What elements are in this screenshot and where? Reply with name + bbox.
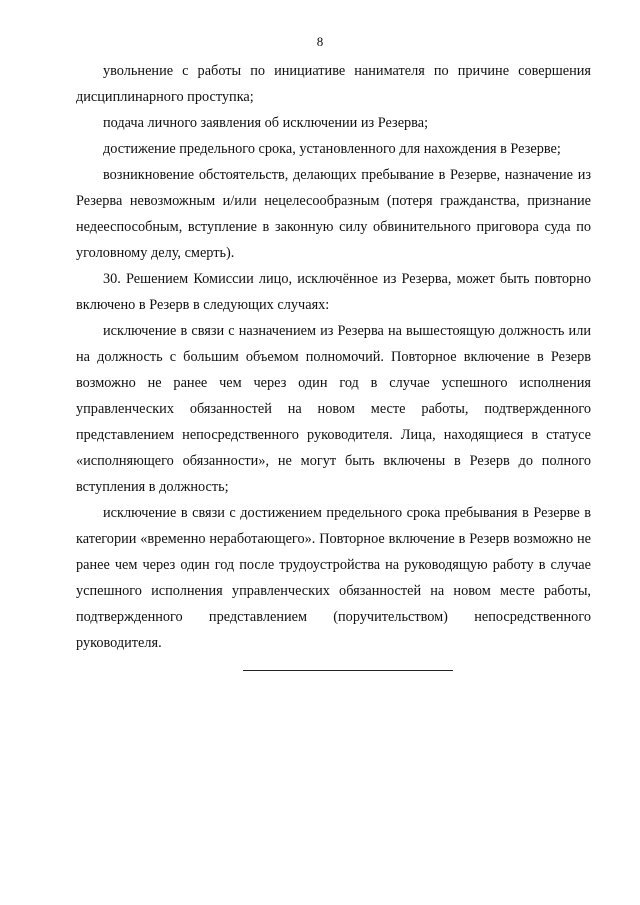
paragraph-circumstances: возникновение обстоятельств, делающих пребывание в Резерве, назначение из Резерва невозможным и/или нецелесообразным (потеря гражданства, признание недееспособным, вступление в законную силу обвинительного приговора суда по уголовному делу, смерть). — [76, 167, 591, 261]
end-separator-line — [243, 670, 453, 671]
paragraph-reinclusion-promotion: исключение в связи с назначением из Резерва на вышестоящую должность или на должность с большим объемом полномочий. Повторное включение в Резерв возможно не ранее чем через один год в случае успешного исполнения управленческих обязанностей на новом месте работы, подтвержденного представлением непосредственного руководителя. Лица, находящиеся в статусе «исполняющего обязанности», не могут быть включены в Резерв до полного вступления в должность; — [76, 323, 591, 495]
page-number: 8 — [316, 34, 324, 49]
paragraph-personal-application: подача личного заявления об исключении из Резерва; — [103, 115, 429, 131]
paragraph-dismissal: увольнение с работы по инициативе нанимателя по причине совершения дисциплинарного проступка; — [76, 63, 591, 105]
paragraph-term-limit: достижение предельного срока, установленного для нахождения в Резерве; — [103, 141, 561, 157]
document-body — [76, 58, 591, 656]
paragraph-reinclusion-unemployed: исключение в связи с достижением предельного срока пребывания в Резерве в категории «временно неработающего». Повторное включение в Резерв возможно не ранее чем через один год после трудоустройства на руководящую работу в случае успешного исполнения управленческих обязанностей на новом месте работы, подтвержденного представлением (поручительством) непосредственного руководителя. — [76, 505, 591, 651]
paragraph-clause-30: 30. Решением Комиссии лицо, исключённое из Резерва, может быть повторно включено в Резерв в следующих случаях: — [76, 271, 591, 313]
